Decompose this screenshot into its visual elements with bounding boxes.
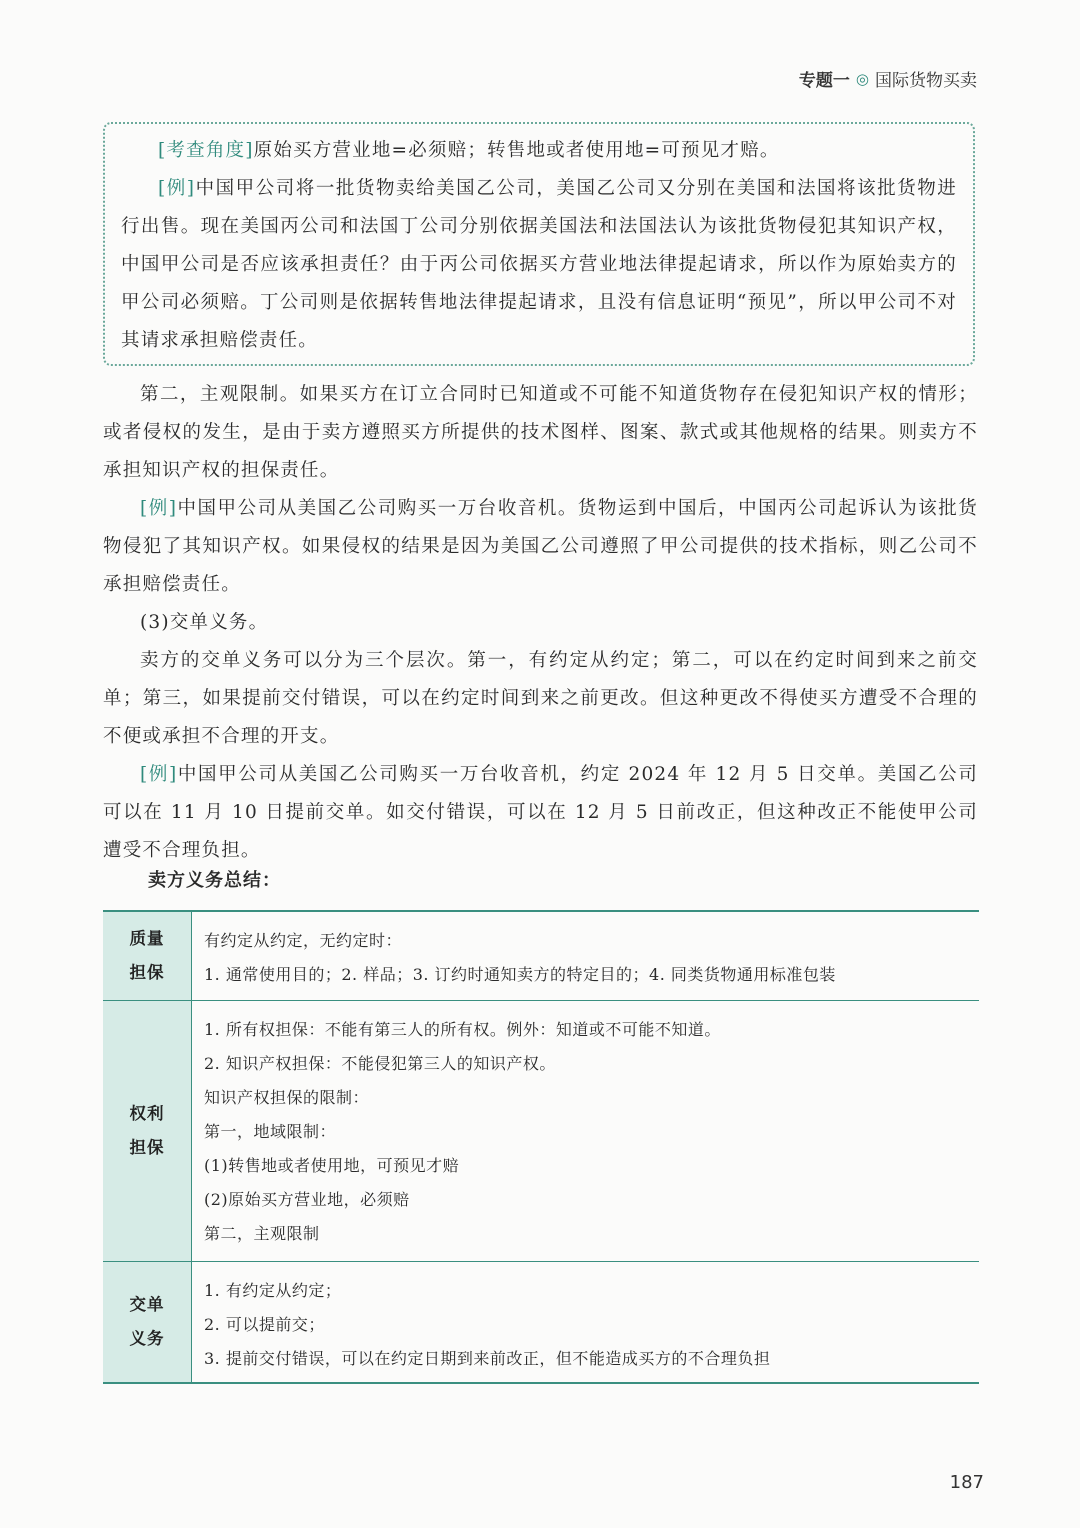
circle-dot-icon: ◎ [855, 69, 869, 88]
category-line: 权利 [129, 1104, 165, 1123]
example-paragraph [121, 170, 957, 360]
example3-tag: [例] [140, 764, 178, 785]
example2-text: 中国甲公司从美国乙公司购买一万台收音机。货物运到中国后，中国丙公司起诉认为该批货物侵犯了其知识产权。如果侵权的结果是因为美国乙公司遵照了甲公司提供的技术指标，则乙公司不承担赔偿责任。 [103, 498, 978, 595]
table-row [103, 912, 979, 1001]
content-line: (2)原始买方营业地，必须赔 [204, 1190, 410, 1209]
row-category [103, 1262, 192, 1382]
category-line: 交单 [129, 1295, 165, 1314]
content-line: (1)转售地或者使用地，可预见才赔 [204, 1156, 460, 1175]
page-number: 187 [949, 1472, 984, 1493]
example3-paragraph [103, 756, 978, 870]
row-content [192, 912, 979, 1000]
example-tag: [例] [158, 178, 196, 199]
row-content [192, 1262, 979, 1382]
row-content [192, 1001, 979, 1261]
example-text: 中国甲公司将一批货物卖给美国乙公司，美国乙公司又分别在美国和法国将该批货物进行出售。现在美国丙公司和法国丁公司分别依据美国法和法国法认为该批货物侵犯其知识产权，中国甲公司是否应该承担责任？由于丙公司依据买方营业地法律提起请求，所以作为原始卖方的甲公司必须赔。丁公司则是依据转售地法律提起请求，且没有信息证明“预见”，所以甲公司不对其请求承担赔偿责任。 [121, 178, 957, 351]
exam-angle-text: 原始买方营业地=必须赔；转售地或者使用地=可预见才赔。 [253, 140, 780, 161]
category-line: 担保 [129, 1138, 165, 1157]
section-heading: (3)交单义务。 [140, 612, 269, 633]
content-line: 2. 可以提前交； [204, 1315, 325, 1334]
summary-title: 卖方义务总结： [148, 870, 281, 891]
category-line: 义务 [129, 1329, 165, 1348]
category-line: 质量 [129, 929, 165, 948]
content-line: 1. 有约定从约定； [204, 1281, 342, 1300]
row-category [103, 1001, 192, 1261]
table-row [103, 1001, 979, 1262]
page-header [799, 66, 977, 91]
content-line: 2. 知识产权担保：不能侵犯第三人的知识产权。 [204, 1054, 556, 1073]
content-line: 知识产权担保的限制： [204, 1088, 370, 1107]
subjective-limit-paragraph: 第二，主观限制。如果买方在订立合同时已知道或不可能不知道货物存在侵犯知识产权的情形；或者侵权的发生，是由于卖方遵照买方所提供的技术图样、图案、款式或其他规格的结果。则卖方不承担知识产权的担保责任。 [103, 384, 978, 481]
main-body [103, 376, 978, 870]
exam-angle-box [103, 122, 975, 366]
example2-paragraph [103, 490, 978, 604]
chapter-title: 国际货物买卖 [875, 71, 977, 91]
example3-text: 中国甲公司从美国乙公司购买一万台收音机，约定 2024 年 12 月 5 日交单。美国乙公司可以在 11 月 10 日提前交单。如交付错误，可以在 12 月 5 日前改正，但这种改正不能使甲公司遭受不合理负担。 [103, 764, 978, 861]
example2-tag: [例] [140, 498, 178, 519]
content-line: 1. 所有权担保：不能有第三人的所有权。例外：知道或不可能不知道。 [204, 1020, 721, 1039]
document-duty-paragraph: 卖方的交单义务可以分为三个层次。第一，有约定从约定；第二，可以在约定时间到来之前交单；第三，如果提前交付错误，可以在约定时间到来之前更改。但这种更改不得使买方遭受不合理的不便或承担不合理的开支。 [103, 650, 978, 747]
category-line: 担保 [129, 963, 165, 982]
content-line: 有约定从约定，无约定时： [204, 931, 403, 950]
content-line: 第一，地域限制： [204, 1122, 337, 1141]
content-line: 第二，主观限制 [204, 1224, 320, 1243]
row-category [103, 912, 192, 1000]
table-row [103, 1262, 979, 1382]
exam-angle-paragraph [121, 132, 957, 170]
content-line: 3. 提前交付错误，可以在约定日期到来前改正，但不能造成买方的不合理负担 [204, 1349, 771, 1368]
content-line: 1. 通常使用目的；2. 样品；3. 订约时通知卖方的特定目的；4. 同类货物通用标准包装 [204, 965, 836, 984]
exam-angle-tag: [考查角度] [158, 140, 254, 161]
seller-duty-table [103, 910, 979, 1384]
chapter-label: 专题一 [798, 71, 850, 91]
